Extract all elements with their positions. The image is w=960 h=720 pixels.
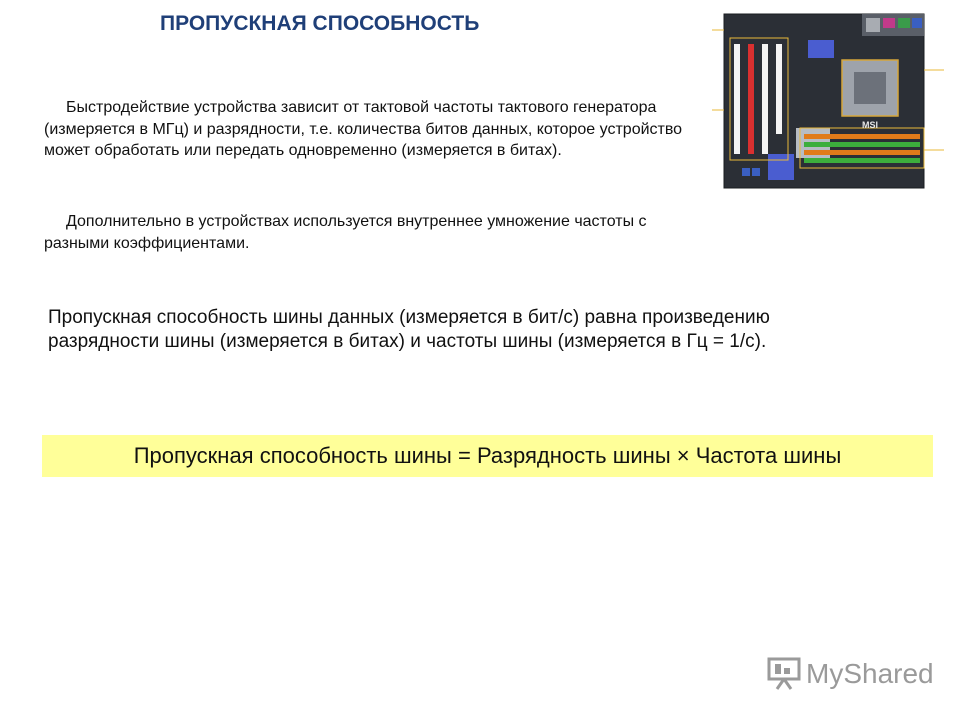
presentation-icon — [766, 656, 802, 692]
motherboard-image — [712, 0, 944, 200]
paragraph-2-text: Дополнительно в устройствах используется внутреннее умножение частоты с разными коэффициентами. — [44, 213, 647, 252]
bandwidth-formula: Пропускная способность шины = Разрядность шины × Частота шины — [42, 435, 933, 477]
paragraph-multiplier — [44, 211, 684, 254]
watermark-logo — [766, 654, 934, 694]
paragraph-1-text: Быстродействие устройства зависит от тактовой частоты тактового генератора (измеряется в МГц) и разрядности, т.е. количества битов данных, которое устройство может обработать или передать одновременно (измеряется в битах). — [44, 99, 683, 159]
paragraph-bandwidth: Пропускная способность шины данных (измеряется в бит/с) равна произведению разрядности шины (измеряется в битах) и частоты шины (измеряется в Гц = 1/с). — [48, 307, 770, 352]
watermark-text: MyShared — [806, 658, 934, 689]
page-title: ПРОПУСКНАЯ СПОСОБНОСТЬ — [160, 12, 480, 35]
board-brand-label: MSI — [862, 120, 879, 130]
paragraph-clock-speed — [44, 97, 684, 162]
